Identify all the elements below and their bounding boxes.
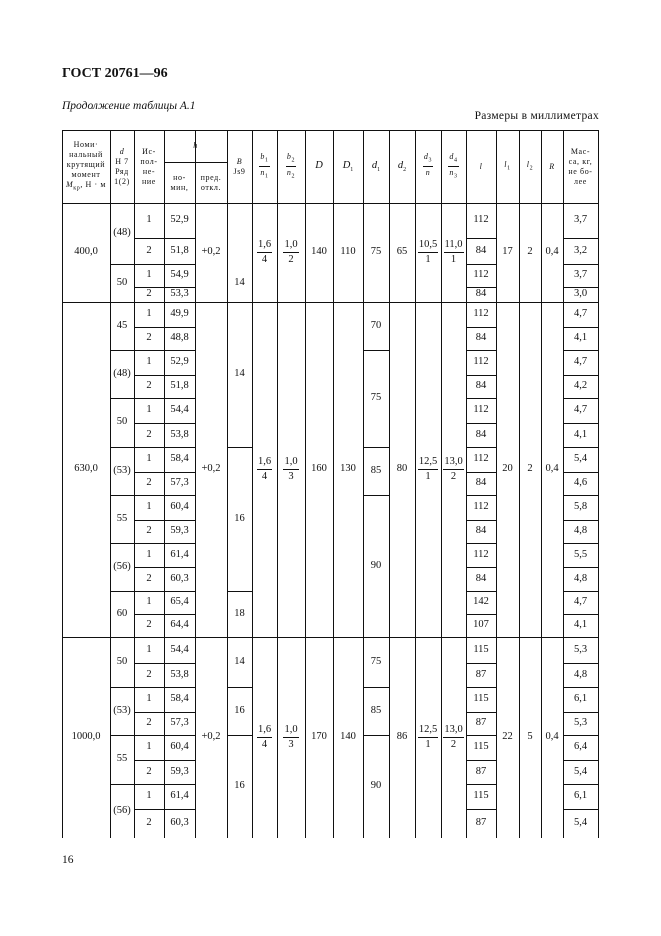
b1-n1-cell: $\frac{1,6}{4}$ (257, 238, 272, 265)
h-nominal-cell: 64,4 (170, 619, 189, 631)
h-nominal-cell: 57,3 (170, 717, 189, 729)
h-nominal-cell: 51,8 (170, 244, 189, 256)
b2-n2-cell: $\frac{1,0}{3}$ (284, 723, 298, 750)
l-cell: 84 (475, 477, 487, 489)
version-cell: 1 (146, 214, 152, 226)
R-cell: 0,4 (545, 463, 559, 475)
version-cell: 2 (146, 244, 152, 256)
l-cell: 87 (475, 717, 487, 729)
shaft-diameter-cell: (53) (113, 704, 131, 716)
dimensions-table (62, 130, 598, 838)
h-nominal-cell: 53,8 (170, 668, 189, 680)
h-nominal-cell: 60,4 (170, 501, 189, 513)
h-deviation-cell: +0,2 (201, 463, 221, 475)
header-mass: Мас- са, кг, не бо- лее (568, 146, 593, 186)
l-cell: 142 (473, 596, 489, 608)
D1-cell: 110 (340, 246, 356, 258)
shaft-diameter-cell: (53) (113, 464, 131, 476)
mass-cell: 3,7 (573, 214, 588, 226)
header-d4-n3: $\frac{d_4}{n_3}$ (449, 151, 458, 180)
version-cell: 2 (146, 619, 152, 631)
h-nominal-cell: 61,4 (170, 790, 189, 802)
version-cell: 2 (146, 717, 152, 729)
version-cell: 1 (146, 643, 152, 655)
version-cell: 1 (146, 596, 152, 608)
shaft-diameter-cell: (56) (113, 560, 131, 572)
d1-cell: 85 (370, 464, 382, 476)
B-cell: 14 (234, 368, 245, 380)
l-cell: 84 (475, 428, 487, 440)
header-d3-n: $\frac{d_3}{n}$ (423, 151, 433, 177)
version-cell: 1 (146, 308, 152, 320)
d3-n-cell: $\frac{10,5}{1}$ (418, 238, 438, 265)
shaft-diameter-cell: 55 (116, 753, 128, 765)
version-cell: 2 (146, 428, 152, 440)
mass-cell: 5,4 (573, 817, 588, 829)
D-cell: 140 (311, 246, 327, 258)
R-cell: 0,4 (545, 246, 559, 258)
l-cell: 112 (473, 501, 489, 513)
h-nominal-cell: 60,3 (170, 817, 189, 829)
header-d2: $d_2$ (397, 159, 407, 173)
header-D1: $D_1$ (342, 159, 354, 173)
B-cell: 14 (234, 655, 245, 667)
shaft-diameter-cell: 50 (116, 655, 128, 667)
table-caption: Продолжение таблицы А.1 (62, 100, 196, 112)
D-cell: 170 (311, 731, 327, 743)
version-cell: 1 (146, 693, 152, 705)
version-cell: 1 (146, 404, 152, 416)
mass-cell: 4,7 (573, 596, 588, 608)
mass-cell: 4,1 (573, 332, 588, 344)
d3-n-cell: $\frac{12,5}{1}$ (418, 455, 438, 482)
b1-n1-cell: $\frac{1,6}{4}$ (257, 455, 272, 482)
h-nominal-cell: 57,3 (170, 477, 189, 489)
d4-n3-cell: $\frac{11,0}{1}$ (444, 238, 463, 265)
d2-cell: 86 (396, 731, 408, 743)
l-cell: 84 (475, 244, 487, 256)
h-nominal-cell: 65,4 (170, 596, 189, 608)
version-cell: 2 (146, 765, 152, 777)
l-cell: 112 (473, 356, 489, 368)
shaft-diameter-cell: 45 (116, 319, 128, 331)
version-cell: 2 (146, 525, 152, 537)
h-nominal-cell: 53,8 (170, 428, 189, 440)
version-cell: 2 (146, 288, 152, 300)
h-nominal-cell: 60,4 (170, 741, 189, 753)
mass-cell: 5,4 (573, 453, 588, 465)
document-title: ГОСТ 20761—96 (62, 66, 168, 81)
l-cell: 112 (473, 308, 489, 320)
version-cell: 2 (146, 380, 152, 392)
d1-cell: 90 (370, 780, 382, 792)
l-cell: 87 (475, 765, 487, 777)
l2-cell: 5 (527, 731, 533, 743)
mass-cell: 5,3 (573, 643, 588, 655)
b2-n2-cell: $\frac{1,0}{3}$ (284, 455, 298, 482)
D1-cell: 140 (340, 731, 356, 743)
header-version: Ис- пол- не- ние (140, 146, 158, 186)
h-nominal-cell: 49,9 (170, 308, 189, 320)
shaft-diameter-cell: 50 (116, 416, 128, 428)
l-cell: 87 (475, 817, 487, 829)
l-cell: 84 (475, 332, 487, 344)
l-cell: 84 (475, 572, 487, 584)
h-nominal-cell: 54,4 (170, 404, 189, 416)
l-cell: 115 (473, 693, 489, 705)
h-nominal-cell: 61,4 (170, 548, 189, 560)
header-l: l (479, 161, 483, 171)
d4-n3-cell: $\frac{13,0}{2}$ (444, 455, 463, 482)
l-cell: 84 (475, 525, 487, 537)
version-cell: 2 (146, 332, 152, 344)
units-note: Размеры в миллиметрах (474, 110, 599, 122)
l2-cell: 2 (527, 463, 533, 475)
mass-cell: 3,2 (573, 244, 588, 256)
l1-cell: 20 (502, 463, 513, 475)
l-cell: 115 (473, 643, 489, 655)
b1-n1-cell: $\frac{1,6}{4}$ (257, 723, 272, 750)
version-cell: 1 (146, 269, 152, 281)
d3-n-cell: $\frac{12,5}{1}$ (418, 723, 438, 750)
B-cell: 14 (234, 276, 245, 288)
mass-cell: 5,5 (573, 548, 588, 560)
mass-cell: 4,8 (573, 572, 588, 584)
version-cell: 1 (146, 548, 152, 560)
l-cell: 112 (473, 453, 489, 465)
h-nominal-cell: 53,3 (170, 288, 189, 300)
d1-cell: 75 (370, 246, 382, 258)
group-1000-0-torque: 1000,0 (71, 731, 101, 743)
R-cell: 0,4 (545, 731, 559, 743)
version-cell: 2 (146, 668, 152, 680)
l-cell: 112 (473, 404, 489, 416)
l-cell: 112 (473, 269, 489, 281)
l2-cell: 2 (527, 246, 533, 258)
B-cell: 16 (234, 780, 245, 792)
header-b1-n1: $\frac{b_1}{n_1}$ (260, 151, 269, 180)
D1-cell: 130 (340, 463, 356, 475)
mass-cell: 4,8 (573, 668, 588, 680)
b2-n2-cell: $\frac{1,0}{2}$ (284, 238, 298, 265)
shaft-diameter-cell: 50 (116, 276, 128, 288)
d1-cell: 90 (370, 559, 382, 571)
h-nominal-cell: 58,4 (170, 453, 189, 465)
version-cell: 1 (146, 453, 152, 465)
mass-cell: 6,1 (573, 790, 588, 802)
header-R: R (549, 161, 555, 171)
mass-cell: 4,1 (573, 428, 588, 440)
D-cell: 160 (311, 463, 327, 475)
h-nominal-cell: 59,3 (170, 525, 189, 537)
shaft-diameter-cell: (48) (113, 367, 131, 379)
l-cell: 115 (473, 790, 489, 802)
page-number: 16 (62, 854, 74, 866)
l-cell: 112 (473, 548, 489, 560)
d2-cell: 80 (396, 463, 408, 475)
l-cell: 84 (475, 380, 487, 392)
group-400-0-torque: 400,0 (74, 246, 98, 258)
mass-cell: 3,0 (573, 288, 588, 300)
d2-cell: 65 (396, 246, 408, 258)
d1-cell: 85 (370, 704, 382, 716)
l1-cell: 17 (502, 246, 513, 258)
shaft-diameter-cell: (56) (113, 804, 131, 816)
version-cell: 2 (146, 572, 152, 584)
mass-cell: 4,6 (573, 477, 588, 489)
h-nominal-cell: 54,4 (170, 643, 189, 655)
d4-n3-cell: $\frac{13,0}{2}$ (444, 723, 463, 750)
version-cell: 1 (146, 356, 152, 368)
mass-cell: 4,7 (573, 356, 588, 368)
mass-cell: 4,8 (573, 525, 588, 537)
shaft-diameter-cell: 55 (116, 512, 128, 524)
h-nominal-cell: 54,9 (170, 269, 189, 281)
d1-cell: 75 (370, 392, 382, 404)
h-nominal-cell: 60,3 (170, 572, 189, 584)
header-h: h (193, 141, 198, 150)
version-cell: 1 (146, 790, 152, 802)
h-nominal-cell: 58,4 (170, 693, 189, 705)
header-d: d H 7 Ряд 1(2) (114, 146, 130, 186)
d1-cell: 75 (370, 655, 382, 667)
header-b2-n2: $\frac{b_2}{n_2}$ (286, 151, 296, 180)
header-l1: $l_1$ (504, 159, 511, 172)
group-630-0-torque: 630,0 (74, 463, 98, 475)
l-cell: 87 (475, 668, 487, 680)
h-deviation-cell: +0,2 (201, 246, 221, 258)
version-cell: 1 (146, 741, 152, 753)
B-cell: 16 (234, 512, 245, 524)
mass-cell: 6,1 (573, 693, 588, 705)
mass-cell: 4,7 (573, 404, 588, 416)
h-nominal-cell: 52,9 (170, 356, 189, 368)
mass-cell: 5,4 (573, 765, 588, 777)
l-cell: 115 (473, 741, 489, 753)
header-B: B Js9 (233, 156, 246, 176)
B-cell: 18 (234, 607, 245, 619)
h-deviation-cell: +0,2 (201, 731, 221, 743)
version-cell: 2 (146, 817, 152, 829)
header-torque: Номи· нальный крутящий момент $M_{кр}$, Н · м (65, 139, 107, 192)
l-cell: 112 (473, 214, 489, 226)
mass-cell: 5,8 (573, 501, 588, 513)
version-cell: 2 (146, 477, 152, 489)
l-cell: 84 (475, 288, 487, 300)
mass-cell: 3,7 (573, 269, 588, 281)
header-h-deviation: пред. откл. (200, 172, 222, 192)
l-cell: 107 (473, 619, 489, 631)
header-l2: $l_2$ (526, 159, 534, 172)
h-nominal-cell: 51,8 (170, 380, 189, 392)
shaft-diameter-cell: (48) (113, 227, 131, 239)
header-d1: $d_1$ (371, 159, 381, 173)
mass-cell: 5,3 (573, 717, 588, 729)
mass-cell: 4,1 (573, 619, 588, 631)
mass-cell: 4,2 (573, 380, 588, 392)
mass-cell: 6,4 (573, 741, 588, 753)
h-nominal-cell: 59,3 (170, 765, 189, 777)
d1-cell: 70 (370, 319, 382, 331)
h-nominal-cell: 48,8 (170, 332, 189, 344)
header-D: D (315, 160, 323, 172)
header-h-nominal: но- мин, (170, 172, 189, 192)
l1-cell: 22 (502, 731, 513, 743)
B-cell: 16 (234, 704, 245, 716)
h-nominal-cell: 52,9 (170, 214, 189, 226)
shaft-diameter-cell: 60 (116, 607, 128, 619)
version-cell: 1 (146, 501, 152, 513)
mass-cell: 4,7 (573, 308, 588, 320)
